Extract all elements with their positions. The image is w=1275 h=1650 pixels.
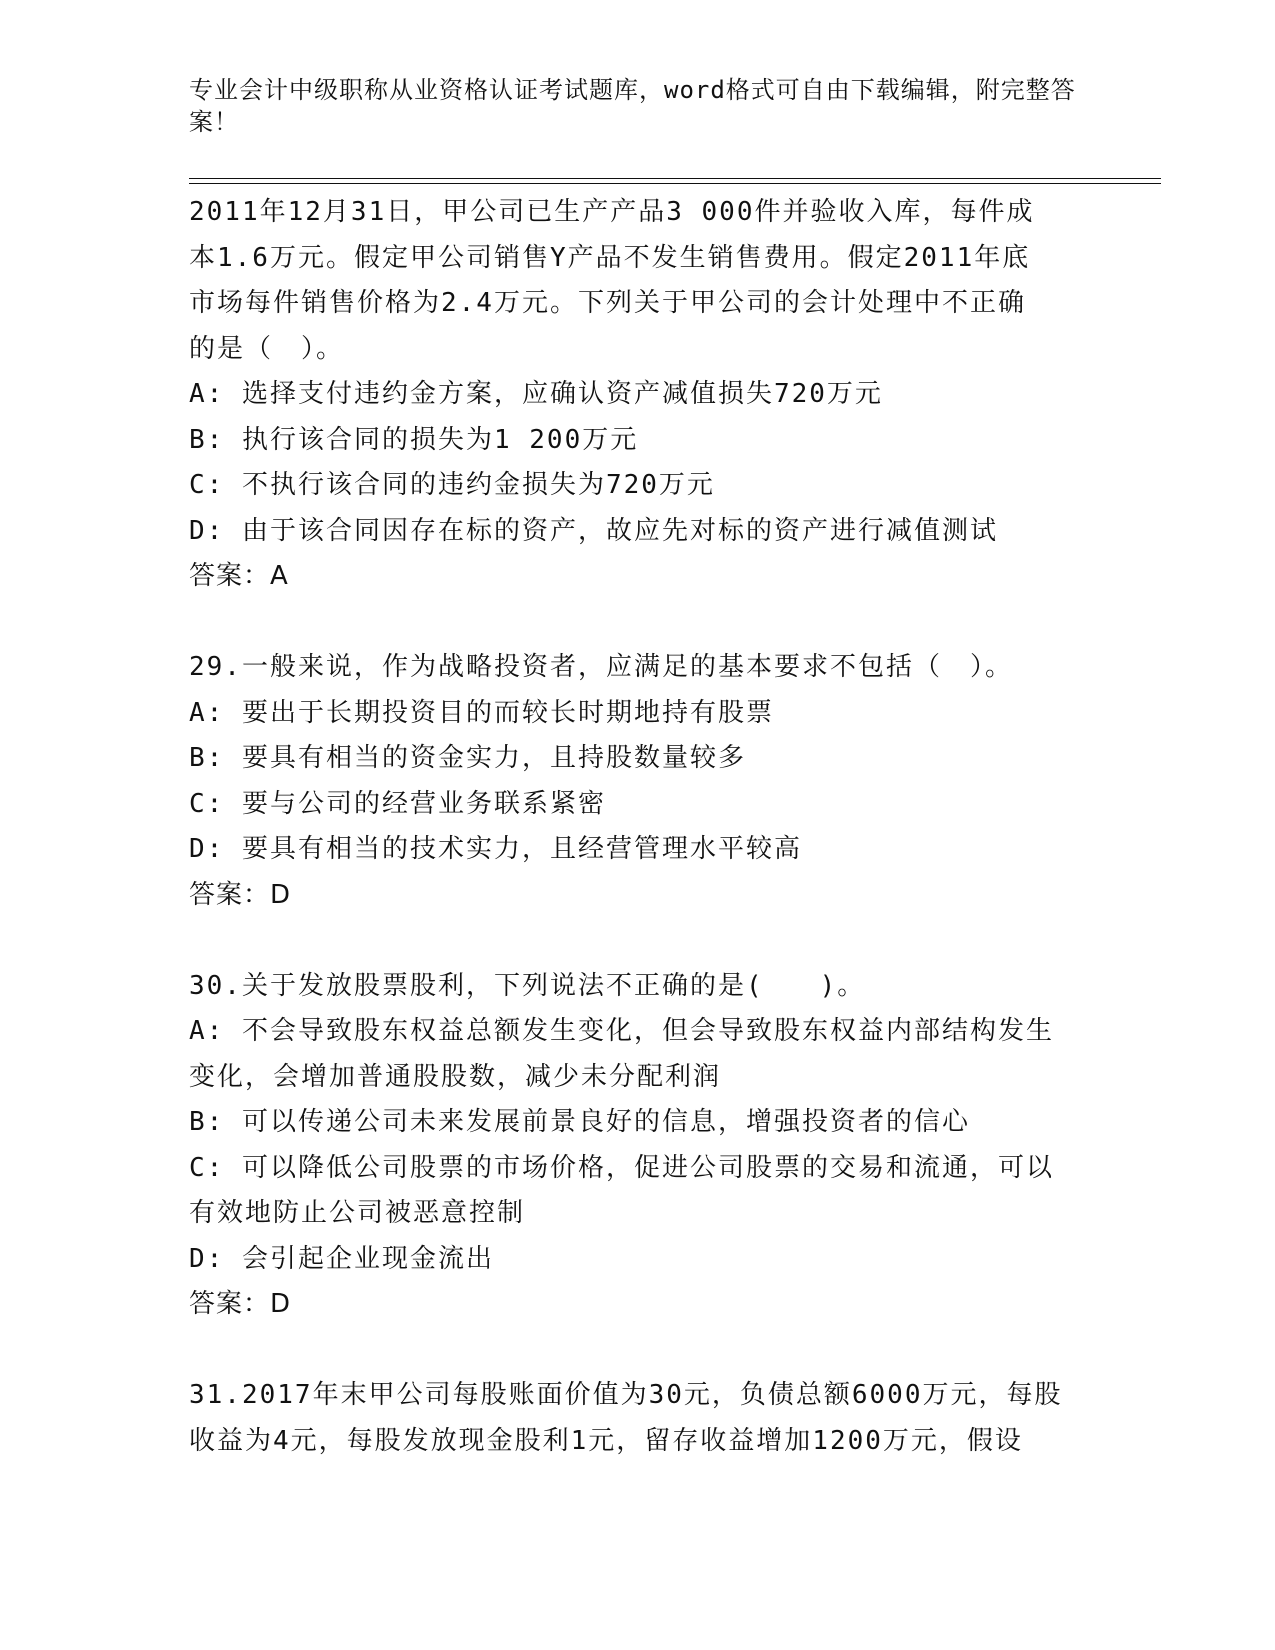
option-c: C: 可以降低公司股票的市场价格，促进公司股票的交易和流通，可以 (189, 1152, 1054, 1183)
question-stem-line: 30.关于发放股票股利，下列说法不正确的是( )。 (189, 970, 866, 1001)
option-d: D: 要具有相当的技术实力，且经营管理水平较高 (189, 834, 802, 864)
header-line: 案！ (189, 108, 239, 136)
question-item (189, 964, 1079, 1328)
option-b: B: 执行该合同的损失为1 200万元 (189, 424, 639, 455)
spacer (189, 600, 1079, 646)
question-stem-line: 收益为4元，每股发放现金股利1元，留存收益增加1200万元，假设 (189, 1425, 1023, 1456)
spacer (189, 1328, 1079, 1374)
question-stem-line: 本1.6万元。假定甲公司销售Y产品不发生销售费用。假定2011年底 (189, 242, 1031, 273)
option-a: A: 不会导致股东权益总额发生变化，但会导致股东权益内部结构发生 (189, 1016, 1054, 1046)
question-list (189, 190, 1079, 1464)
answer-label: 答案：A (189, 561, 289, 591)
question-stem-line: 2011年12月31日，甲公司已生产产品3 000件并验收入库，每件成 (189, 197, 1035, 227)
option-a: A: 选择支付违约金方案，应确认资产减值损失720万元 (189, 379, 883, 409)
answer-label: 答案：D (189, 1289, 292, 1319)
page-header (189, 74, 1079, 138)
question-stem-line: 市场每件销售价格为2.4万元。下列关于甲公司的会计处理中不正确 (189, 288, 1026, 318)
option-c: C: 要与公司的经营业务联系紧密 (189, 788, 606, 819)
header-line: 专业会计中级职称从业资格认证考试题库，word格式可自由下载编辑，附完整答 (189, 76, 1076, 104)
question-item (189, 190, 1079, 600)
option-b: B: 可以传递公司未来发展前景良好的信息，增强投资者的信心 (189, 1107, 970, 1137)
spacer (189, 918, 1079, 964)
question-item (189, 645, 1079, 918)
option-a-continued: 变化，会增加普通股股数，减少未分配利润 (189, 1061, 722, 1092)
header-divider (189, 178, 1161, 179)
option-a: A: 要出于长期投资目的而较长时期地持有股票 (189, 697, 774, 728)
option-d: D: 由于该合同因存在标的资产，故应先对标的资产进行减值测试 (189, 515, 998, 546)
answer-label: 答案：D (189, 879, 292, 910)
option-c: C: 不执行该合同的违约金损失为720万元 (189, 470, 715, 500)
option-c-continued: 有效地防止公司被恶意控制 (189, 1198, 526, 1228)
question-stem-line: 29.一般来说，作为战略投资者，应满足的基本要求不包括（ ）。 (189, 652, 1013, 682)
option-b: B: 要具有相当的资金实力，且持股数量较多 (189, 743, 746, 773)
question-item (189, 1373, 1079, 1464)
question-stem-line: 31.2017年末甲公司每股账面价值为30元，负债总额6000万元，每股 (189, 1380, 1063, 1410)
header-divider (189, 183, 1161, 184)
question-stem-line: 的是（ ）。 (189, 333, 345, 364)
option-d: D: 会引起企业现金流出 (189, 1243, 494, 1274)
